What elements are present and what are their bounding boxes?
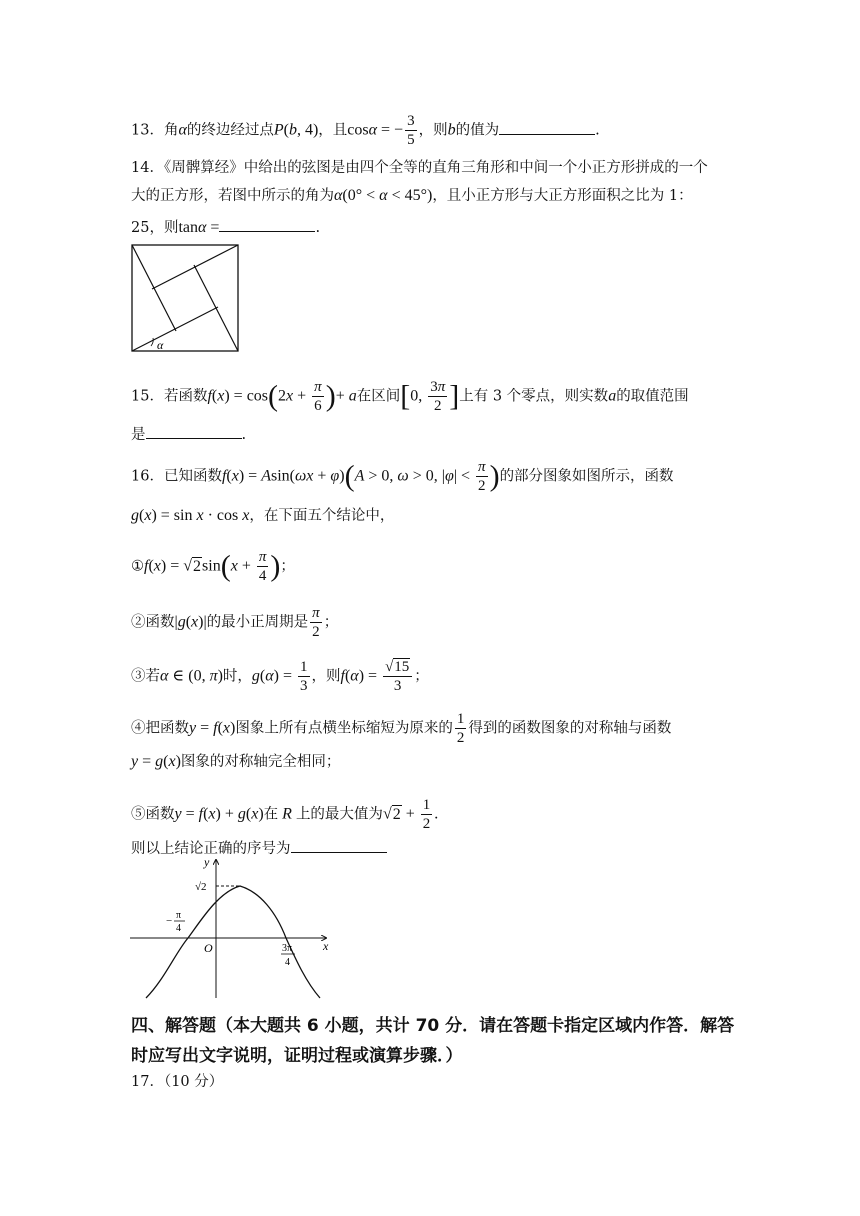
answer-blank-14 xyxy=(219,215,315,232)
question-17: 17．（10 分） xyxy=(131,1074,224,1090)
question-16-ask: 则以上结论正确的序号为 xyxy=(131,836,387,859)
y-axis-label: y xyxy=(204,855,210,869)
fraction-1-2-b: $\frac{1}{2}$ xyxy=(422,797,431,832)
chord-square-figure xyxy=(129,242,243,356)
question-15-line1: 15．若函数f(x) = cos(2x + $\frac{\pi}{6}$ )+ a在区间[0, $\frac{3\pi}{2}$ ]上有 3 个零点，则实数a的取值范围 xyxy=(131,379,689,414)
fraction-sqrt15-3: $\frac{√15}{3}$ xyxy=(383,658,412,695)
angle-alpha-label: α xyxy=(157,338,164,352)
conclusion-5: ⑤函数y = f(x) + g(x)在 R 上的最大值为√2 + $\frac{1}{2}$ . xyxy=(131,797,439,832)
ymax-label: √2 xyxy=(195,881,207,893)
question-14-line2: 大的正方形，若图中所示的角为α(0° < α < 45°)，且小正方形与大正方形面积之比为 1： xyxy=(131,187,693,204)
section-4-heading-line2: 时应写出文字说明，证明过程或演算步骤．） xyxy=(131,1046,463,1066)
conclusion-4-line1: ④把函数y = f(x)图象上所有点横坐标缩短为原来的 $\frac{1}{2}$ 得到的函数图象的对称轴与函数 xyxy=(131,711,672,746)
conclusion-2: ②函数|g(x)|的最小正周期是 $\frac{\pi}{2}$ ； xyxy=(131,605,339,640)
conclusion-3: ③若α ∈ (0, π)时，g(α) = $\frac{1}{3}$ ，则f(α) = $\frac{√15}{3}$ ； xyxy=(131,659,429,694)
left-zero-num: π xyxy=(176,910,182,921)
fraction-pi-2-b: $\frac{\pi}{2}$ xyxy=(312,605,320,640)
right-zero-den: 4 xyxy=(285,957,290,968)
conclusion-4-line2: y = g(x)图象的对称轴完全相同； xyxy=(131,753,341,770)
answer-blank-13 xyxy=(499,118,595,135)
question-16-line2: g(x) = sin x · cos x，在下面五个结论中， xyxy=(131,507,395,524)
sine-curve xyxy=(146,886,320,998)
x-axis-label: x xyxy=(323,939,329,953)
conclusion-1: ①f(x) = √2sin(x + $\frac{\pi}{4}$ )； xyxy=(131,549,295,584)
origin-label: O xyxy=(204,941,213,955)
left-zero-den: 4 xyxy=(176,923,181,934)
question-14-line3: 25，则tanα = . xyxy=(131,215,320,238)
answer-blank-15 xyxy=(146,422,242,439)
fraction-1-2: $\frac{1}{2}$ xyxy=(456,711,465,746)
fraction-pi-6: $\frac{\pi}{6}$ xyxy=(314,379,322,414)
fraction-1-3: $\frac{1}{3}$ xyxy=(300,659,308,694)
left-zero-sign: − xyxy=(166,915,173,927)
question-13: 13．角α的终边经过点P(b, 4)，且cosα = − $\frac{3}{5}$ ，则b的值为 . xyxy=(131,113,600,148)
answer-blank-16 xyxy=(291,836,387,853)
question-15-line2: 是 . xyxy=(131,422,246,445)
fraction-3-5: $\frac{3}{5}$ xyxy=(407,113,415,148)
section-4-heading-line1: 四、解答题（本大题共 6 小题，共计 70 分．请在答题卡指定区域内作答．解答 xyxy=(131,1016,735,1036)
fraction-pi-2: $\frac{\pi}{2}$ xyxy=(478,459,486,494)
sine-graph xyxy=(126,852,336,1002)
question-14-line1: 14．《周髀算经》中给出的弦图是由四个全等的直角三角形和中间一个小正方形拼成的一个 xyxy=(131,160,708,176)
fraction-pi-4: $\frac{\pi}{4}$ xyxy=(258,549,267,584)
right-zero-num: 3π xyxy=(282,943,293,954)
question-16-line1: 16．已知函数f(x) = Asin(ωx + φ)(A > 0, ω > 0, |φ| < $\frac{\pi}{2}$ )的部分图象如图所示，函数 xyxy=(131,459,674,494)
fraction-3pi-2: $\frac{3\pi}{2}$ xyxy=(430,379,446,414)
